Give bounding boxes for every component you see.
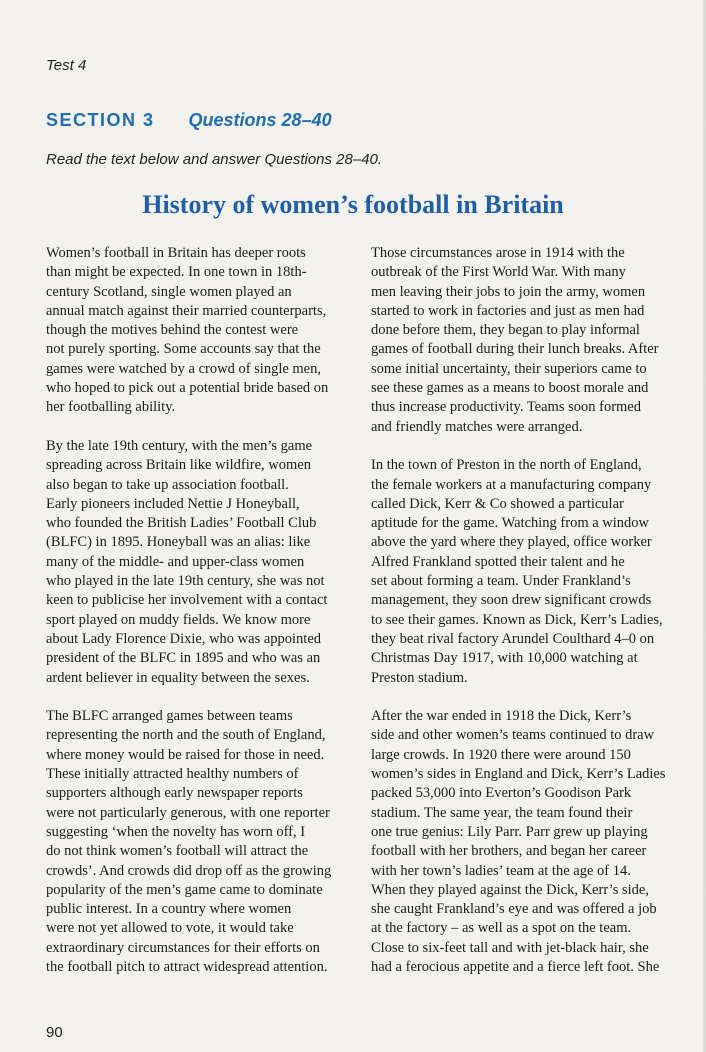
- instruction-text: Read the text below and answer Questions 28–40.: [46, 151, 383, 168]
- text-line: games of football during their lunch breaks. After: [371, 341, 659, 358]
- text-line: also began to take up association football.: [46, 476, 289, 493]
- text-line: Early pioneers included Nettie J Honeyball,: [46, 495, 300, 512]
- text-line: Alfred Frankland spotted their talent and he: [371, 553, 625, 570]
- text-line: had a ferocious appetite and a fierce left foot. She: [371, 958, 660, 975]
- text-line: set about forming a team. Under Frankland’s: [371, 573, 631, 590]
- text-line: started to work in factories and just as men had: [371, 302, 645, 319]
- text-line: spreading across Britain like wildfire, women: [46, 457, 311, 474]
- text-line: (BLFC) in 1895. Honeyball was an alias: like: [46, 534, 311, 551]
- text-line: though the motives behind the contest were: [46, 322, 299, 339]
- article-paragraph: [371, 456, 691, 688]
- text-line: not purely sporting. Some accounts say that the: [46, 341, 321, 358]
- text-line: were not particularly generous, with one reporter: [46, 804, 330, 821]
- text-line: were not yet allowed to vote, it would take: [46, 920, 294, 937]
- text-line: aptitude for the game. Watching from a window: [371, 515, 650, 532]
- article-paragraph: [371, 244, 691, 437]
- text-line: The BLFC arranged games between teams: [46, 708, 293, 725]
- left-column: [46, 244, 366, 997]
- text-line: large crowds. In 1920 there were around 150: [371, 746, 631, 763]
- text-line: she caught Frankland’s eye and was offered a job: [371, 901, 657, 918]
- text-line: to see their games. Known as Dick, Kerr’s Ladies,: [371, 611, 663, 628]
- text-line: Preston stadium.: [371, 669, 468, 686]
- questions-range: Questions 28–40: [188, 110, 332, 130]
- text-line: her footballing ability.: [46, 399, 176, 416]
- text-line: side and other women’s teams continued to draw: [371, 727, 655, 744]
- text-line: management, they soon drew significant crowds: [371, 592, 652, 609]
- text-line: sport played on muddy fields. We know more: [46, 611, 311, 628]
- text-line: than might be expected. In one town in 18th-: [46, 264, 307, 281]
- text-line: who hoped to pick out a potential bride based on: [46, 380, 329, 397]
- text-line: representing the north and the south of England,: [46, 727, 326, 744]
- text-line: outbreak of the First World War. With many: [371, 264, 626, 281]
- text-line: crowds’. And crowds did drop off as the growing: [46, 862, 332, 879]
- text-line: Christmas Day 1917, with 10,000 watching at: [371, 650, 638, 667]
- text-line: about Lady Florence Dixie, who was appointed: [46, 630, 322, 647]
- text-line: president of the BLFC in 1895 and who was an: [46, 650, 321, 667]
- text-line: public interest. In a country where women: [46, 901, 292, 918]
- text-line: Women’s football in Britain has deeper roots: [46, 245, 306, 261]
- text-line: do not think women’s football will attract the: [46, 843, 309, 860]
- text-line: These initially attracted healthy numbers of: [46, 766, 299, 783]
- text-line: done before them, they began to play informal: [371, 322, 640, 339]
- text-line: packed 53,000 into Everton’s Goodison Park: [371, 785, 632, 802]
- right-column: [371, 244, 691, 997]
- text-line: they beat rival factory Arundel Coulthard 4–0 on: [371, 630, 655, 647]
- text-line: the female workers at a manufacturing company: [371, 476, 652, 493]
- running-head: Test 4: [46, 57, 87, 74]
- text-line: called Dick, Kerr & Co showed a particular: [371, 495, 624, 512]
- section-label: SECTION 3: [46, 110, 155, 130]
- text-line: Close to six-feet tall and with jet-black hair, she: [371, 939, 649, 956]
- text-line: annual match against their married counterparts,: [46, 302, 327, 319]
- text-line: keen to publicise her involvement with a contact: [46, 592, 328, 609]
- text-line: who played in the late 19th century, she was not: [46, 573, 325, 590]
- text-line: In the town of Preston in the north of England,: [371, 457, 642, 474]
- text-line: popularity of the men’s game came to dominate: [46, 881, 323, 898]
- article-paragraph: [46, 244, 366, 418]
- text-line: women’s sides in England and Dick, Kerr’s Ladies: [371, 766, 666, 783]
- text-line: stadium. The same year, the team found their: [371, 804, 633, 821]
- text-line: with her town’s ladies’ team at the age of 14.: [371, 862, 631, 879]
- section-heading: [46, 110, 332, 131]
- article-paragraph: [46, 437, 366, 688]
- text-line: some initial uncertainty, their superiors came to: [371, 360, 647, 377]
- text-line: supporters although early newspaper reports: [46, 785, 303, 802]
- article-paragraph: [46, 707, 366, 977]
- text-line: and friendly matches were arranged.: [371, 418, 583, 435]
- text-line: suggesting ‘when the novelty has worn off, I: [46, 823, 306, 840]
- text-line: games were watched by a crowd of single men,: [46, 360, 321, 377]
- article-title: History of women’s football in Britain: [142, 190, 564, 219]
- text-line: at the factory – as well as a spot on the team.: [371, 920, 632, 937]
- text-line: one true genius: Lily Parr. Parr grew up playing: [371, 823, 648, 840]
- text-line: men leaving their jobs to join the army, women: [371, 283, 646, 300]
- text-line: see these games as a means to boost morale and: [371, 380, 649, 397]
- article-paragraph: [371, 707, 691, 977]
- text-line: who founded the British Ladies’ Football Club: [46, 515, 317, 532]
- text-line: Those circumstances arose in 1914 with the: [371, 245, 625, 261]
- text-line: above the yard where they played, office worker: [371, 534, 652, 551]
- text-line: century Scotland, single women played an: [46, 283, 292, 300]
- page-number: 90: [46, 1024, 63, 1041]
- text-line: football with her brothers, and began her career: [371, 843, 647, 860]
- text-line: thus increase productivity. Teams soon formed: [371, 399, 641, 416]
- text-line: many of the middle- and upper-class women: [46, 553, 305, 570]
- text-line: the football pitch to attract widespread attention.: [46, 958, 328, 975]
- text-line: where money would be raised for those in need.: [46, 746, 325, 763]
- text-line: By the late 19th century, with the men’s game: [46, 437, 313, 454]
- text-line: When they played against the Dick, Kerr’s side,: [371, 881, 649, 898]
- text-line: extraordinary circumstances for their efforts on: [46, 939, 320, 956]
- text-line: After the war ended in 1918 the Dick, Kerr’s: [371, 708, 632, 725]
- text-line: ardent believer in equality between the sexes.: [46, 669, 310, 686]
